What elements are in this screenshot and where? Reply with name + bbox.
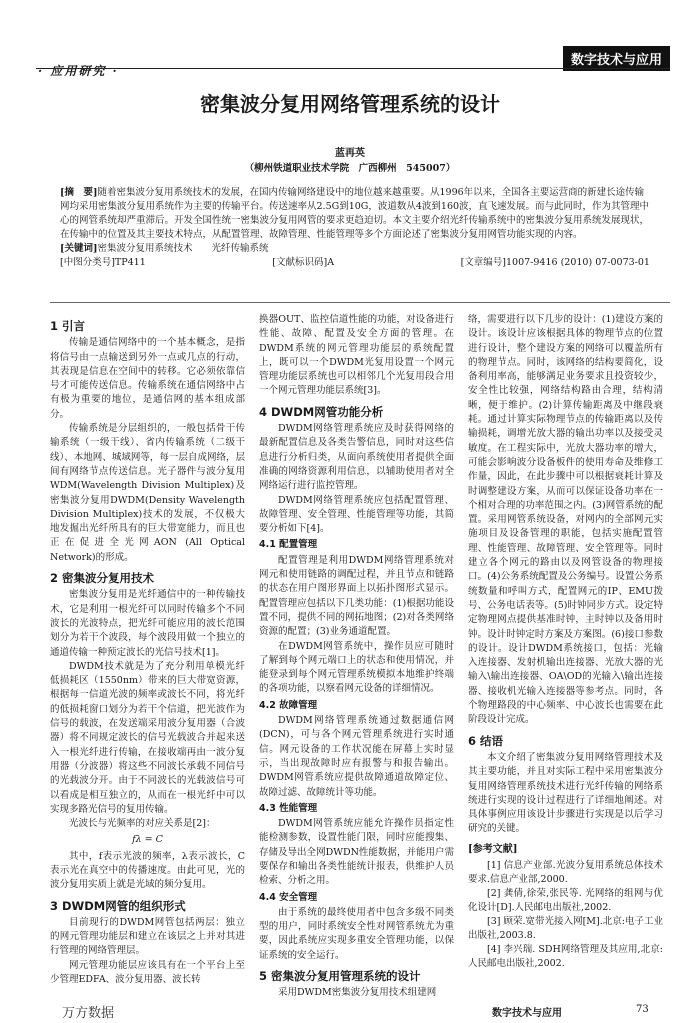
references-heading: [参考文献]: [468, 843, 518, 855]
section-heading: 4 DWDM网管功能分析: [259, 404, 384, 419]
paragraph: 密集波分复用是光纤通信中的一种传输技术，它是利用一根光纤可以同时传输多个不同波长的光波特点，把光纤可能应用的波长范围划分为若干个波段，每个波段用做一个独立的通道传输一种预定波长的光信号技术[1]。: [50, 589, 245, 658]
paragraph: 目前现行的DWDM网管包括两层：独立的网元管理功能层和建立在该层之上并对其进行管理的网络管理层。: [50, 916, 245, 957]
paragraph: DWDM网络管理系统应及时获得网络的最新配置信息及各类告警信息，同时对这些信息进行分析归类，从面向系统使用者提供全面准确的网络资源利用信息，以辅助使用者对全网络运行进行监控管理。: [259, 423, 454, 492]
formula: fλ = C: [132, 834, 163, 846]
column-2: [259, 313, 454, 1001]
affiliation: （柳州铁道职业技术学院 广西柳州 545007）: [244, 163, 456, 174]
section-heading: 1 引言: [50, 319, 86, 333]
paragraph: 换器OUT、监控信道性能的功能，对设备进行性能、故障、配置及安全方面的管理。在DWDM系统的网元管理功能层的系统配置上，既可以一个DWDM光复用设置一个网元管理功能层系统也可以相邻几个光复用段合用一个网元管理功能层系统[3]。: [259, 314, 454, 397]
paragraph: DWDM技术就是为了充分利用单模光纤低损耗区（1550nm）带来的巨大带宽资源，根据每一信道光波的频率或波长不同，将光纤的低损耗窗口划分为若干个信道，把光波作为信号的载波，在发送端采用波分复用器（合波器）将不同规定波长的信号光载波合并起来送入一根光纤进行传输，在接收端再由一波分复用器（分波器）将这些不同波长承载不同信号的光载波分开。由于不同波长的光载波信号可以看成是相互独立的，从而在一根光纤中可以实现多路光信号的复用传输。: [50, 660, 245, 815]
paragraph: 配置管理是利用DWDM网络管理系统对网元和使用链路的调配过程，并且节点和链路的状态在用户图形界面上以拓扑图形式显示。配置管理应包括以下几类功能：(1)根据功能设置不同，提供不同的网拓地图；(2)对各类网络资源的配置；(3)业务通道配置。: [259, 554, 454, 638]
journal-badge: 数字技术与应用: [563, 46, 670, 71]
subsection-heading: 4.3 性能管理: [259, 802, 318, 814]
paragraph: 采用DWDM密集波分复用技术组建网: [278, 987, 437, 999]
body-columns: [50, 313, 664, 1001]
paragraph: 传输系统是分层组织的，一般包括骨干传输系统（一级干线）、省内传输系统（二级干线）、本地网、城域网等，每一层自成网络，层间有网络节点传送信息。光子器件与波分复用WDM(Wavelength Division Multiplex)及密集波分复用DWDM(Density Wavelength Division Multiplex)技术的发展，不仅极大地发掘出光纤所具有的巨大带宽能力，而且也正在促进全光网AON (All Optical Network)的形成。: [50, 423, 245, 563]
paragraph: DWDM网络管理系统应包括配置管理、故障管理、安全管理、性能管理等功能，其简要分析如下[4]。: [259, 494, 454, 535]
abstract: [60, 186, 650, 242]
abstract-label: [摘 要]: [60, 187, 98, 198]
section-heading: 5 密集波分复用管理系统的设计: [259, 969, 421, 984]
page-footer: [0, 1002, 700, 1021]
paragraph: 网元管理功能层应该具有在一个平台上至少管理EDFA、波分复用器、波长转: [50, 959, 245, 986]
watermark: 万方数据: [62, 1006, 115, 1021]
column-1: [50, 313, 245, 1001]
section-heading: 2 密集波分复用技术: [50, 571, 155, 586]
paragraph: DWDM网管系统应能允许操作员指定性能检测参数，设置性能门限，同时应能搜集、存储及导出全网DWDN性能数据，并能用户需要保存和输出各类性能统计报表，供维护人员检索、分析之用。: [259, 818, 454, 887]
subsection-heading: 4.4 安全管理: [259, 891, 318, 903]
paragraph: 其中，f表示光波的频率，λ表示波长，C表示光在真空中的传播速度。由此可见，光的波分复用实质上就是光域的频分复用。: [50, 850, 245, 891]
subsection-heading: 4.2 故障管理: [259, 699, 318, 711]
paragraph: DWDM网络管理系统通过数据通信网(DCN)，可与各个网元管理系统进行实时通信。网元设备的工作状况能在屏幕上实时显示，当出现故障时应有报警与和报告输出。DWDM网管系统应提供故障通道故障定位、故障过滤、故障统计等功能。: [259, 715, 454, 798]
paragraph: 光波长与光频率的对应关系是[2]：: [69, 818, 216, 830]
author: 蓝再英: [335, 148, 365, 159]
section-heading: 3 DWDM网管的组织形式: [50, 898, 186, 913]
paragraph: 传输是通信网络中的一个基本概念，是指将信号由一点输送到另外一点或几点的行动，其表现是信息在空间中的转移。它必须依靠信号才可能传送信息。传输系统在通信网络中占有极为重要的地位，是通信网的基本组成部分。: [50, 337, 245, 420]
document-code: [文献标识码]A: [272, 257, 335, 268]
page-number: 73: [636, 1004, 649, 1015]
keywords-label: [关键词]: [60, 243, 98, 254]
footer-journal: 数字技术与应用: [492, 1008, 562, 1019]
article-number: [文章编号]1007-9416 (2010) 07-0073-01: [460, 257, 650, 268]
reference-item: [3] 顾荣.宽带光接入网[M].北京:电子工业出版社,2003.8.: [468, 915, 663, 941]
section-heading: 6 结语: [468, 733, 504, 748]
column-3: [468, 313, 663, 1001]
section-label: · 应用研究 ·: [38, 64, 119, 78]
classification-row: [60, 256, 650, 270]
paragraph: 由于系统的最终使用者中包含多级不同类型的用户，同时系统安全性对网管系统尤为重要，因此系统应实现多重安全管理功能，以保证系统的安全运行。: [259, 906, 454, 961]
paragraph: 络，需要进行以下几步的设计：(1)建设方案的设计。该设计应该根据具体的物理节点的位置进行设计，整个建设方案的网络可以覆盖所有的物理节点。同时，该网络的结构要简化，设备利用率高，能够满足业务要求且投资较少，安全性比较强，网络结构路由合理，结构清晰，便于维护。(2)计算传输距离及中继段衰耗。通过计算实际物理节点的传输距离以及传输损耗，调增光放大器的输出功率以及接受灵敏度。在工程实际中，光放大器功率的增大，可能会影响波分设备板件的使用寿命及维修工作量，因此，在此步骤中可以根据衰耗计算及时调整建设方案，从而可以保证设备功率在一个相对合理的功率范围之内。(3)网管系统的配置。采用网管系统设备，对网内的全部网元实施项目及设备管理的职能，包括实施配置管理、性能管理、故障管理、安全管理等。同时建立各个网元的路由以及网管设备的物理接口。(4)公务系统配置及公务编号。设置公务系统数量和呼叫方式，配置网元的IP、EMU拨号、公务电话表等。(5)时钟同步方式。设定特定物理网点提供基准时钟，主时钟以及备用时钟。设计时钟定时方案及方案图。(6)接口参数的设计。设计DWDM系统接口，包括：光输入连接器、发射机输出连接器、光放大器的光输入\输出连接器、OA\OD的光输入\输出连接器、接收机光输入连接器等参考点。同时，各个物理路段的中心频率、中心波长也需要在此阶段设计完成。: [468, 314, 663, 726]
paragraph: 本文介绍了密集波分复用网络管理技术及其主要功能，并且对实际工程中采用密集波分复用网络管理系统技术进行光纤传输的网络系统进行实现的设计过程进行了详细地阐述。对具体事例应用该设计步骤进行实现是以后学习研究的关键。: [468, 751, 663, 835]
abstract-rule: [50, 302, 670, 303]
paper-title: 密集波分复用网络管理系统的设计: [200, 92, 500, 116]
abstract-block: [60, 186, 650, 270]
paragraph: 在DWDM网管系统中，操作员应可随时了解到每个网元端口上的状态和使用情况，并能登录到每个网元管理系统模拟本地维护终端的各项功能，以察看网元设备的详细情况。: [259, 640, 454, 695]
keywords-text: 密集波分复用系统技术 光纤传输系统: [97, 243, 269, 254]
keywords: [60, 242, 650, 256]
reference-item: [4] 李兴瑞. SDH网络管理及其应用,北京:人民邮电出版社,2002.: [468, 943, 663, 969]
subsection-heading: 4.1 配置管理: [259, 539, 318, 551]
abstract-text: 随着密集波分复用系统技术的发展，在国内传输网络建设中的地位越来越重要。从1996年以来，全国各主要运营商的新建长途传输网均采用密集波分复用系统作为主要的传输平台。传送速率从2.5G到10G，波道数从4波到160波，直飞速发展。而与此同时，作为其管理中心的网管系统却严重滞后。开发全国性统一密集波分复用网管的要求更趋迫切。本文主要介绍光纤传输系统中的密集波分复用系统发展现状，在传输中的位置及其主要技术特点，从配置管理、故障管理、性能管理等多个方面论述了密集波分复用网管功能实现的内容。: [60, 187, 650, 240]
reference-item: [1] 信息产业部.光波分复用系统总体技术要求.信息产业部,2000.: [468, 859, 663, 885]
clc-number: [中图分类号]TP411: [60, 257, 146, 268]
reference-item: [2] 龚倩,徐荣,张民等. 光网络的组网与优化设计[D].人民邮电出版社,2002.: [468, 887, 663, 913]
header-rule: [36, 68, 670, 69]
